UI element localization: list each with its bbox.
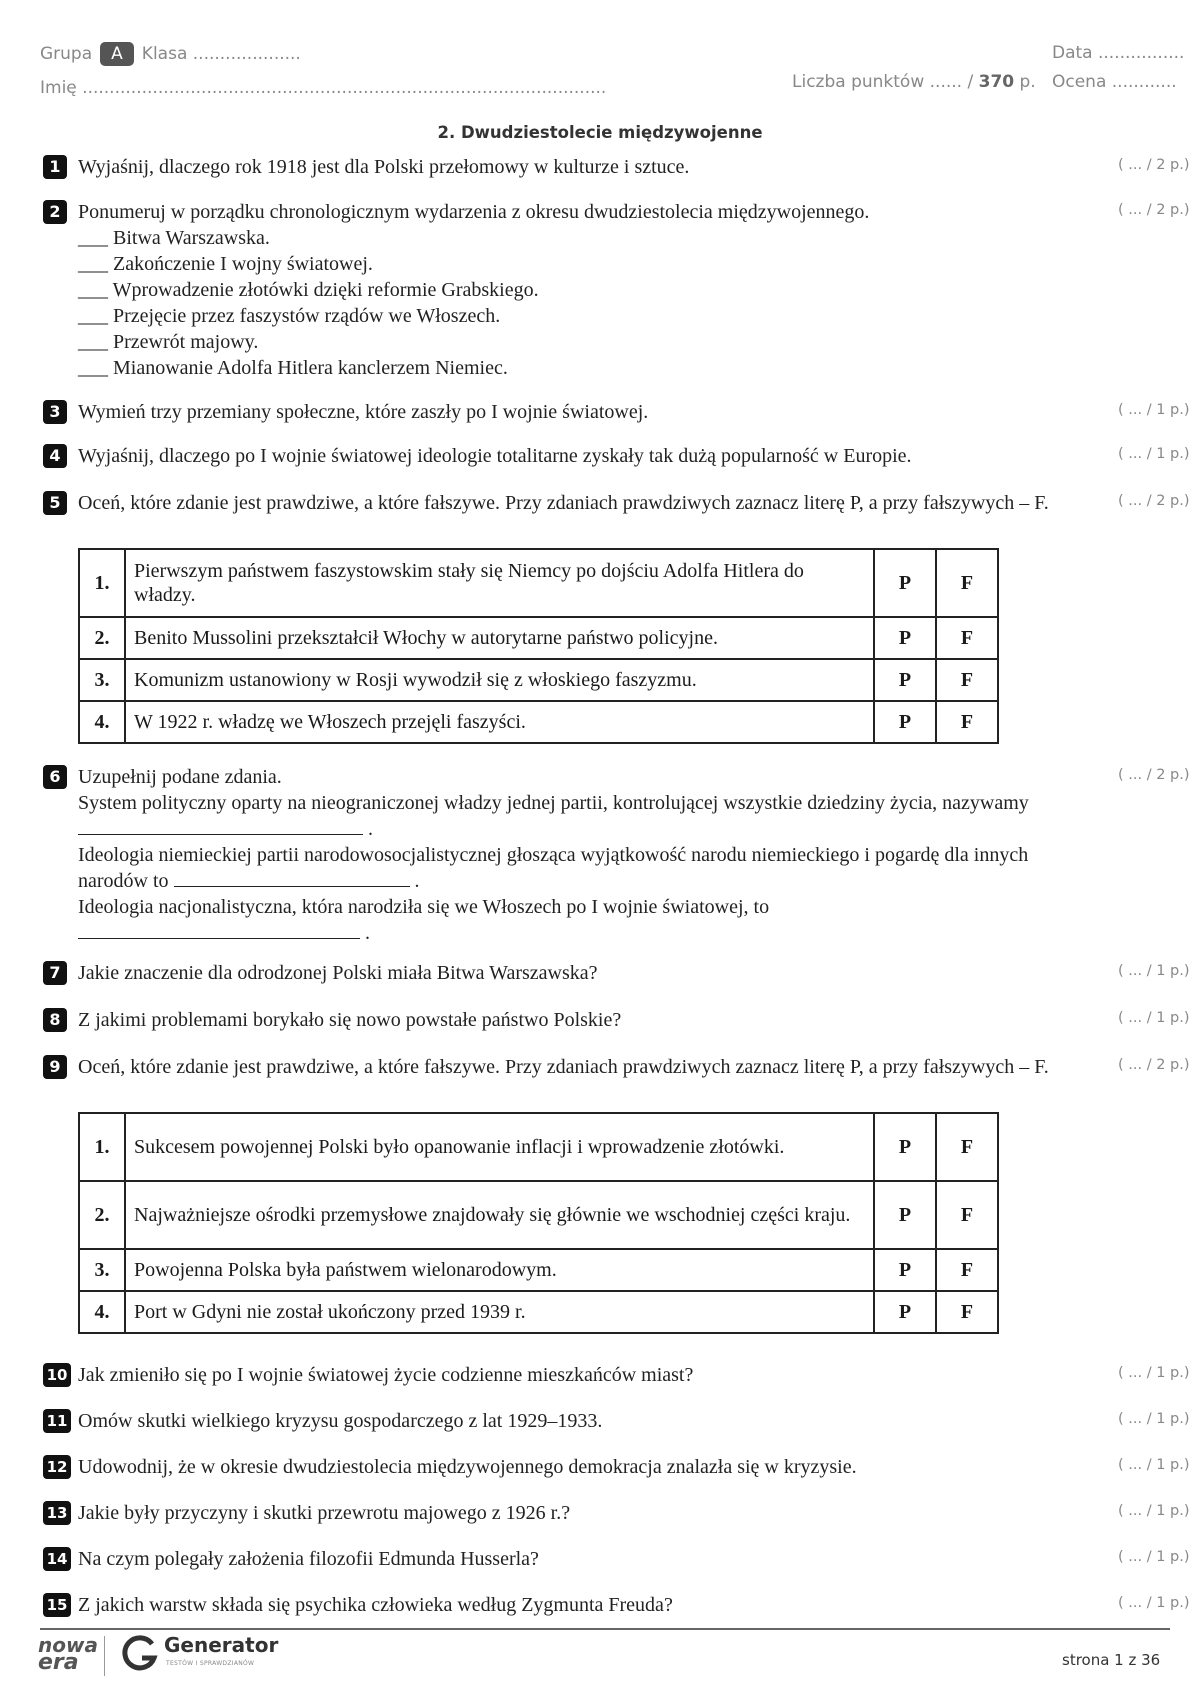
task-9 [43, 1054, 1078, 1080]
task-text: Jakie były przyczyny i skutki przewrotu majowego z 1926 r.? [78, 1502, 571, 1524]
task-2 [43, 199, 1098, 381]
imie-field: Imię ................................................................................................. [40, 78, 607, 98]
generator-logo-text: Generator [164, 1633, 279, 1657]
task-number: 8 [43, 1008, 67, 1032]
table-row [79, 1291, 998, 1333]
statement: W 1922 r. władzę we Włoszech przejęli faszyści. [125, 701, 874, 743]
task-points: ( ... / 1 p.) [1118, 446, 1190, 462]
task-number: 12 [43, 1455, 71, 1479]
table-row [79, 1249, 998, 1291]
task-text: Jak zmieniło się po I wojnie światowej życie codzienne mieszkańców miast? [78, 1364, 694, 1386]
task-number: 15 [43, 1593, 71, 1617]
task-points: ( ... / 1 p.) [1118, 1595, 1190, 1611]
fill-sentence-text: Ideologia niemieckiej partii narodowosocjalistycznej głosząca wyjątkowość narodu niemieckiego i pogardę dla innych narodów to [78, 844, 1029, 892]
task-text: Oceń, które zdanie jest prawdziwe, a które fałszywe. Przy zdaniach prawdziwych zaznacz literę P, a przy fałszywych – F. [78, 1056, 1049, 1078]
task-text: Jakie znaczenie dla odrodzonej Polski miała Bitwa Warszawska? [78, 962, 598, 984]
answer-p[interactable]: P [874, 701, 936, 743]
page-title: 2. Dwudziestolecie międzywojenne [437, 123, 763, 142]
task-number: 6 [43, 765, 67, 789]
answer-f[interactable]: F [936, 549, 998, 617]
answer-blank[interactable] [78, 920, 360, 939]
task-points: ( ... / 2 p.) [1118, 202, 1190, 218]
row-number: 2. [79, 1181, 125, 1249]
answer-p[interactable]: P [874, 617, 936, 659]
statement: Sukcesem powojennej Polski było opanowanie inflacji i wprowadzenie złotówki. [125, 1113, 874, 1181]
task-points: ( ... / 1 p.) [1118, 1010, 1190, 1026]
klasa-field: Klasa .................... [141, 44, 301, 64]
task-15 [43, 1592, 1098, 1618]
task-text: Z jakimi problemami borykało się nowo powstałe państwo Polskie? [78, 1009, 622, 1031]
task-number: 2 [43, 200, 67, 224]
liczba-label: Liczba punktów ...... / [792, 72, 974, 92]
liczba-punktow-field [792, 72, 1036, 92]
statement: Powojenna Polska była państwem wielonarodowym. [125, 1249, 874, 1291]
task-10 [43, 1362, 1098, 1388]
task-12 [43, 1454, 1098, 1480]
row-number: 3. [79, 1249, 125, 1291]
sentence-dot: . [414, 870, 420, 892]
task-points: ( ... / 1 p.) [1118, 1503, 1190, 1519]
task-text: Wyjaśnij, dlaczego rok 1918 jest dla Polski przełomowy w kulturze i sztuce. [78, 156, 690, 178]
task-7 [43, 960, 1098, 986]
task-3 [43, 399, 1098, 425]
row-number: 4. [79, 701, 125, 743]
task-number: 14 [43, 1547, 71, 1571]
row-number: 4. [79, 1291, 125, 1333]
answer-blank[interactable] [78, 816, 363, 835]
row-number: 1. [79, 1113, 125, 1181]
task-4 [43, 443, 1098, 469]
ocena-field: Ocena ............ [1052, 72, 1177, 92]
task-number: 11 [43, 1409, 71, 1433]
task-11 [43, 1408, 1098, 1434]
task-text: Udowodnij, że w okresie dwudziestolecia międzywojennego demokracja znalazła się w kryzysie. [78, 1456, 857, 1478]
task-number: 10 [43, 1363, 71, 1387]
task-text: Uzupełnij podane zdania. [78, 766, 282, 788]
data-field: Data ................ [1052, 43, 1185, 63]
footer-divider [40, 1628, 1170, 1630]
list-item: ___ Zakończenie I wojny światowej. [78, 253, 373, 275]
task-text: Z jakich warstw składa się psychika człowieka według Zygmunta Freuda? [78, 1594, 673, 1616]
task-text: Na czym polegały założenia filozofii Edmunda Husserla? [78, 1548, 539, 1570]
task-6 [43, 764, 1098, 946]
answer-p[interactable]: P [874, 549, 936, 617]
fill-sentence [78, 842, 1098, 894]
task-points: ( ... / 1 p.) [1118, 1457, 1190, 1473]
fill-sentence-text: Ideologia nacjonalistyczna, która narodziła się we Włoszech po I wojnie światowej, to [78, 896, 770, 918]
statement: Pierwszym państwem faszystowskim stały się Niemcy po dojściu Adolfa Hitlera do władzy. [125, 549, 874, 617]
list-item: ___ Mianowanie Adolfa Hitlera kanclerzem Niemiec. [78, 357, 508, 379]
task-number: 4 [43, 444, 67, 468]
answer-f[interactable]: F [936, 617, 998, 659]
sentence-dot: . [365, 922, 370, 944]
answer-f[interactable]: F [936, 701, 998, 743]
list-item: ___ Wprowadzenie złotówki dzięki reformie Grabskiego. [78, 279, 539, 301]
logo-line-2: era [38, 1650, 79, 1675]
statement: Komunizm ustanowiony w Rosji wywodził się z włoskiego faszyzmu. [125, 659, 874, 701]
list-item: ___ Przejęcie przez faszystów rządów we Włoszech. [78, 305, 501, 327]
statement: Benito Mussolini przekształcił Włochy w autorytarne państwo policyjne. [125, 617, 874, 659]
statement: Najważniejsze ośrodki przemysłowe znajdowały się głównie we wschodniej części kraju. [125, 1181, 874, 1249]
task-points: ( ... / 1 p.) [1118, 1549, 1190, 1565]
grupa-label: Grupa [40, 44, 93, 64]
answer-f[interactable]: F [936, 1113, 998, 1181]
task-number: 9 [43, 1055, 67, 1079]
answer-blank[interactable] [174, 868, 410, 887]
task-8 [43, 1007, 1098, 1033]
answer-f[interactable]: F [936, 1249, 998, 1291]
fill-sentence [78, 894, 1098, 946]
fill-sentence [78, 790, 1098, 842]
task-5 [43, 490, 1078, 516]
statement: Port w Gdyni nie został ukończony przed 1939 r. [125, 1291, 874, 1333]
answer-p[interactable]: P [874, 1113, 936, 1181]
answer-p[interactable]: P [874, 1181, 936, 1249]
answer-f[interactable]: F [936, 1291, 998, 1333]
answer-p[interactable]: P [874, 1249, 936, 1291]
answer-p[interactable]: P [874, 659, 936, 701]
footer-separator [104, 1636, 105, 1676]
task-text: Wymień trzy przemiany społeczne, które zaszły po I wojnie światowej. [78, 401, 649, 423]
true-false-table [78, 548, 999, 744]
task-points: ( ... / 1 p.) [1118, 1411, 1190, 1427]
task-14 [43, 1546, 1098, 1572]
task-text: Wyjaśnij, dlaczego po I wojnie światowej ideologie totalitarne zyskały tak dużą popularność w Europie. [78, 445, 912, 467]
task-points: ( ... / 2 p.) [1118, 1057, 1190, 1073]
row-number: 3. [79, 659, 125, 701]
task-number: 1 [43, 155, 67, 179]
table-row [79, 549, 998, 617]
row-number: 1. [79, 549, 125, 617]
generator-logo-subtitle: TESTÓW I SPRAWDZIANÓW [166, 1660, 255, 1667]
task-1 [43, 154, 1098, 180]
logo-line-1: nowa [38, 1633, 98, 1657]
answer-f[interactable]: F [936, 1181, 998, 1249]
task-points: ( ... / 2 p.) [1118, 767, 1190, 783]
liczba-unit: p. [1019, 72, 1036, 92]
table-row [79, 1181, 998, 1249]
task-points: ( ... / 1 p.) [1118, 1365, 1190, 1381]
table-row [79, 1113, 998, 1181]
task-number: 13 [43, 1501, 71, 1525]
task-number: 5 [43, 491, 67, 515]
task-number: 3 [43, 400, 67, 424]
task-number: 7 [43, 961, 67, 985]
task-points: ( ... / 2 p.) [1118, 157, 1190, 173]
table-row [79, 659, 998, 701]
task-points: ( ... / 1 p.) [1118, 963, 1190, 979]
row-number: 2. [79, 617, 125, 659]
liczba-max: 370 [978, 72, 1015, 92]
list-item: ___ Przewrót majowy. [78, 331, 259, 353]
nowa-era-logo [38, 1633, 98, 1675]
fill-sentence-text: System polityczny oparty na nieograniczonej władzy jednej partii, kontrolującej wszystkie dziedziny życia, nazywamy [78, 792, 1029, 814]
generator-g-icon [120, 1634, 160, 1679]
table-row [79, 701, 998, 743]
answer-f[interactable]: F [936, 659, 998, 701]
task-13 [43, 1500, 1098, 1526]
task-text: Ponumeruj w porządku chronologicznym wydarzenia z okresu dwudziestolecia międzywojennego. [78, 201, 870, 223]
grupa-badge: A [100, 42, 134, 66]
grupa-field [40, 42, 301, 66]
task-points: ( ... / 1 p.) [1118, 402, 1190, 418]
true-false-table [78, 1112, 999, 1334]
page-number: strona 1 z 36 [1062, 1651, 1161, 1669]
table-row [79, 617, 998, 659]
task-points: ( ... / 2 p.) [1118, 493, 1190, 509]
list-item: ___ Bitwa Warszawska. [78, 227, 270, 249]
task-text: Omów skutki wielkiego kryzysu gospodarczego z lat 1929–1933. [78, 1410, 603, 1432]
answer-p[interactable]: P [874, 1291, 936, 1333]
task-text: Oceń, które zdanie jest prawdziwe, a które fałszywe. Przy zdaniach prawdziwych zaznacz literę P, a przy fałszywych – F. [78, 492, 1049, 514]
sentence-dot: . [368, 818, 373, 840]
